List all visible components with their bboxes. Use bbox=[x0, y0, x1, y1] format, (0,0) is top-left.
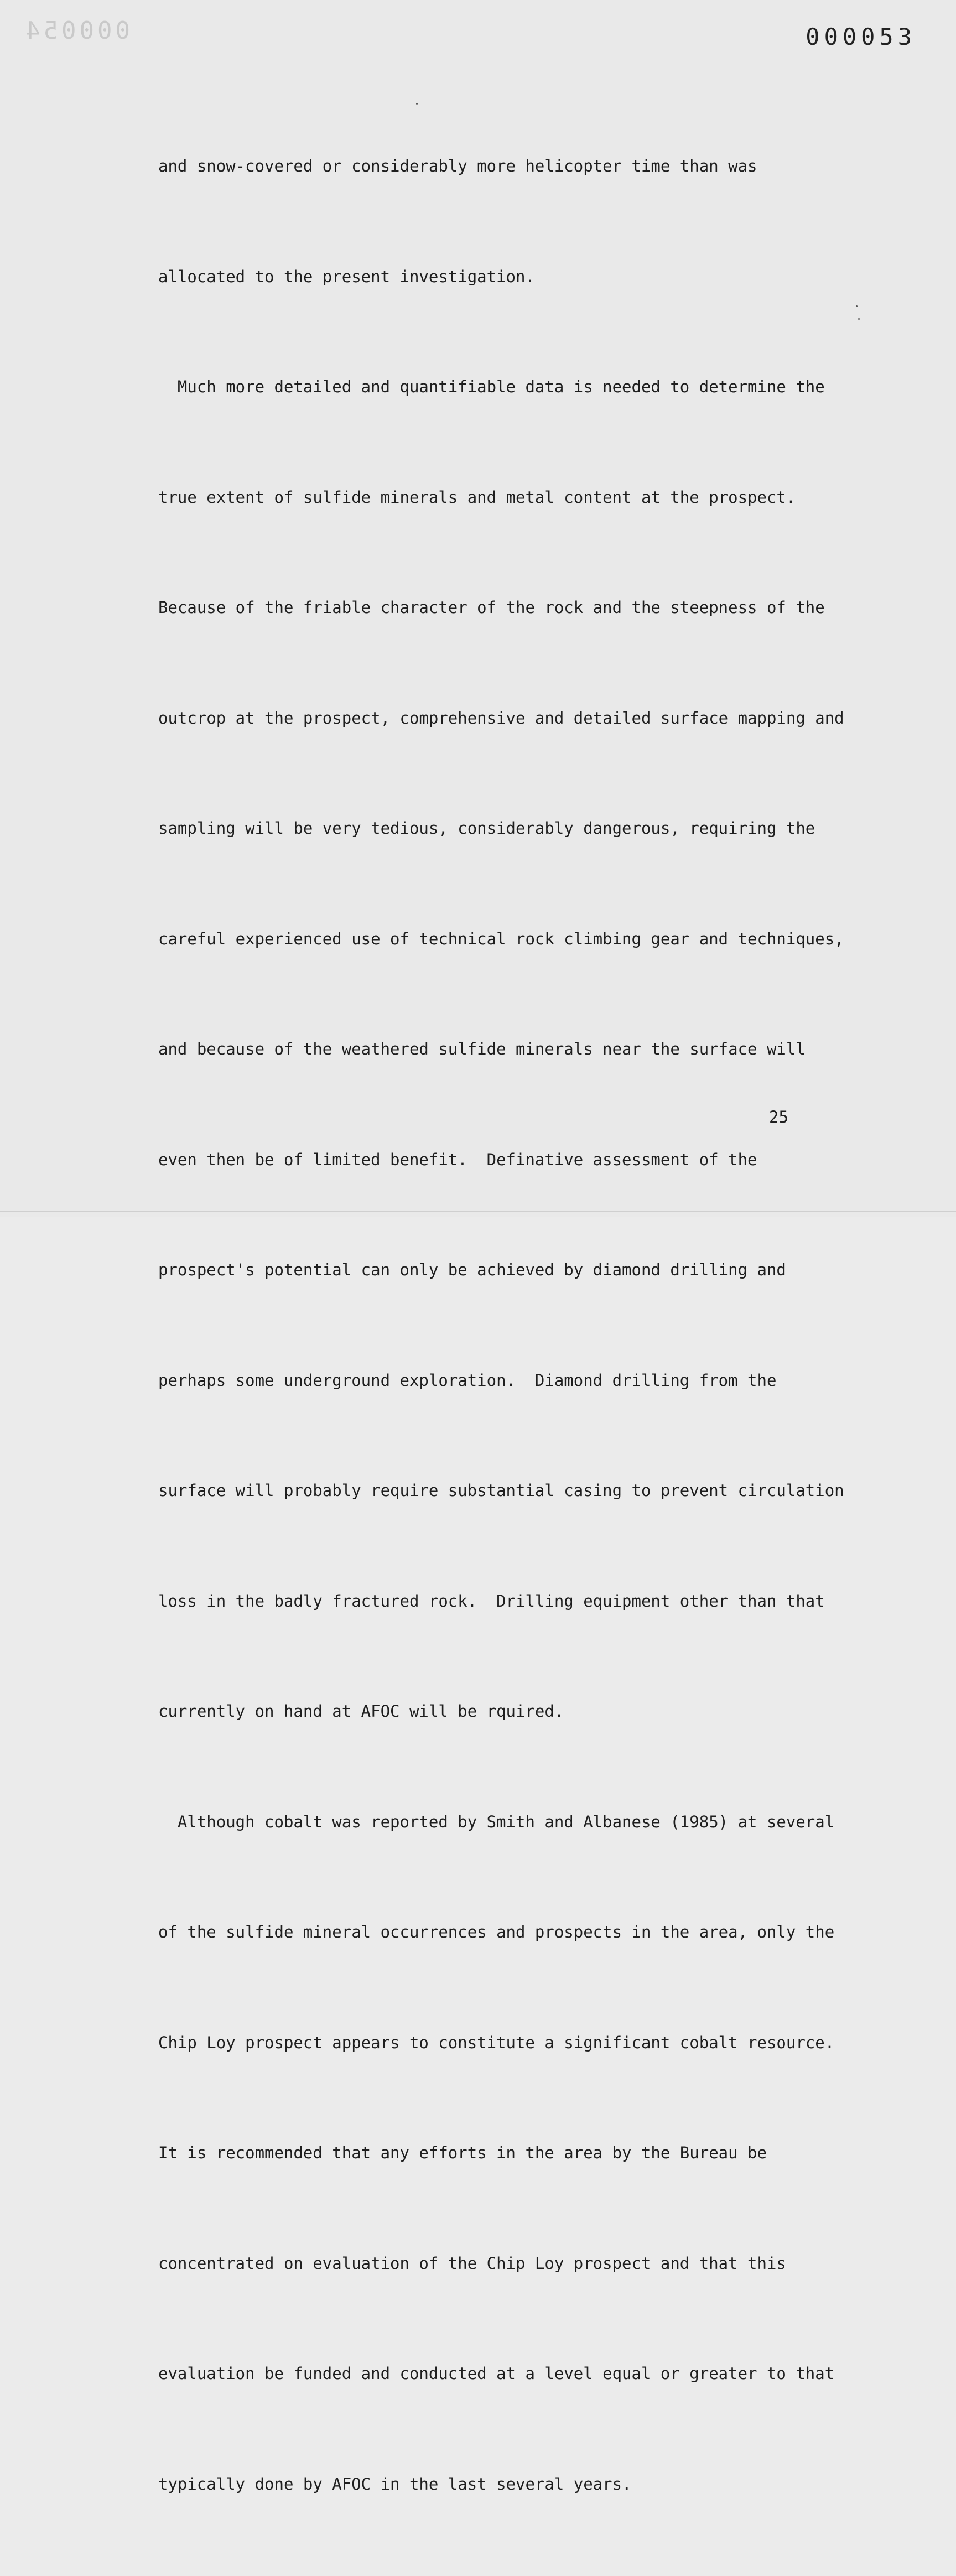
body-line: perhaps some underground exploration. Diamond drilling from the bbox=[158, 1370, 777, 1390]
body-line: evaluation be funded and conducted at a level equal or greater to that bbox=[158, 2364, 835, 2383]
body-line: prospect's potential can only be achieved by diamond drilling and bbox=[158, 1260, 786, 1279]
body-line: concentrated on evaluation of the Chip Loy prospect and that this bbox=[158, 2253, 786, 2273]
body-line: even then be of limited benefit. Definative assessment of the bbox=[158, 1150, 757, 1169]
body-line: It is recommended that any efforts in the area by the Bureau be bbox=[158, 2143, 767, 2162]
body-line: and snow-covered or considerably more helicopter time than was bbox=[158, 157, 757, 175]
body-text bbox=[158, 74, 844, 2576]
document-number: 000053 bbox=[806, 23, 916, 50]
body-line: Chip Loy prospect appears to constitute a significant cobalt resource. bbox=[158, 2033, 835, 2052]
scan-speck bbox=[858, 318, 860, 320]
body-line: Because of the friable character of the rock and the steepness of the bbox=[158, 598, 825, 617]
body-line: currently on hand at AFOC will be rquired. bbox=[158, 1702, 564, 1721]
body-line: careful experienced use of technical rock climbing gear and techniques, bbox=[158, 929, 844, 948]
body-line: of the sulfide mineral occurrences and prospects in the area, only the bbox=[158, 1923, 835, 1941]
scan-speck bbox=[416, 103, 418, 105]
scan-edge bbox=[0, 1211, 956, 1212]
body-line: loss in the badly fractured rock. Drilling equipment other than that bbox=[158, 1591, 825, 1611]
body-line: and because of the weathered sulfide minerals near the surface will bbox=[158, 1040, 806, 1058]
body-line: Although cobalt was reported by Smith and Albanese (1985) at several bbox=[158, 1812, 835, 1831]
body-line: surface will probably require substantial casing to prevent circulation bbox=[158, 1481, 844, 1500]
scan-speck bbox=[856, 305, 858, 307]
body-line: sampling will be very tedious, considerably dangerous, requiring the bbox=[158, 819, 815, 838]
bleed-through-number: 000054 bbox=[22, 17, 130, 45]
body-line: Much more detailed and quantifiable data is needed to determine the bbox=[158, 377, 825, 396]
body-line: typically done by AFOC in the last several years. bbox=[158, 2474, 632, 2494]
body-line: outcrop at the prospect, comprehensive and detailed surface mapping and bbox=[158, 708, 844, 728]
page-number: 25 bbox=[769, 1108, 788, 1126]
body-line: true extent of sulfide minerals and metal content at the prospect. bbox=[158, 487, 796, 507]
body-line: allocated to the present investigation. bbox=[158, 267, 535, 286]
